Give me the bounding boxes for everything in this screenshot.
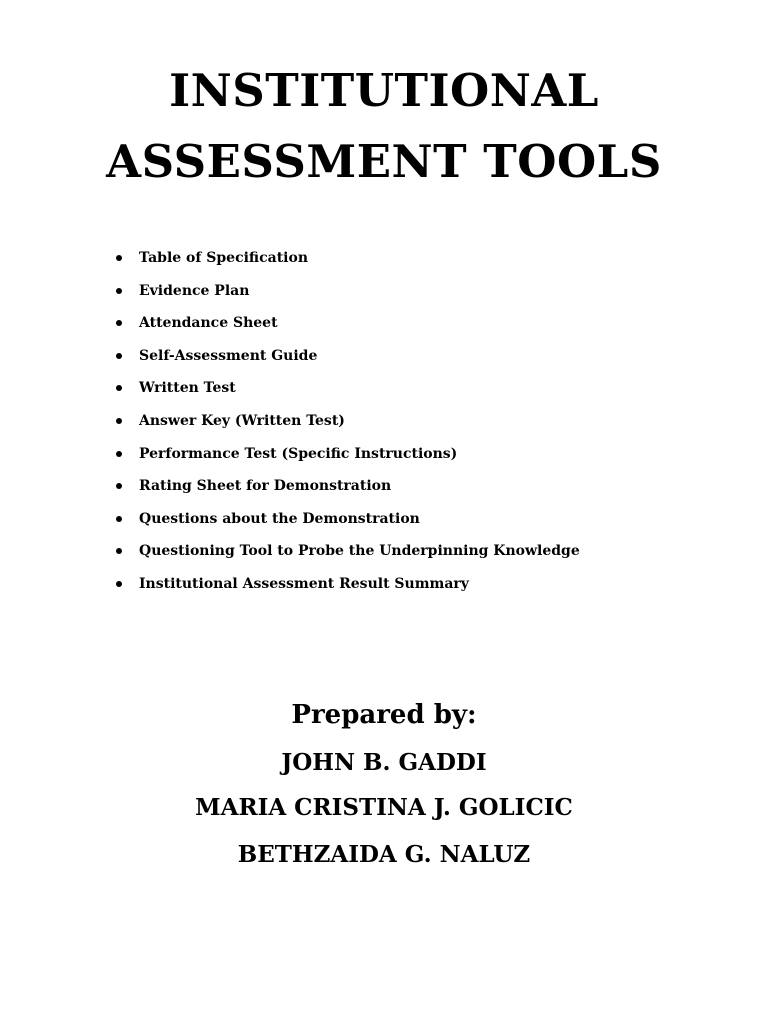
bullet-icon (116, 451, 122, 457)
list-item-text: Answer Key (Written Test) (139, 412, 345, 429)
bullet-icon (116, 255, 122, 261)
author-name: BETHZAIDA G. NALUZ (237, 841, 531, 868)
list-item-text: Institutional Assessment Result Summary (139, 575, 469, 592)
title-line-2: ASSESSMENT TOOLS (106, 135, 662, 188)
bullet-icon (116, 385, 122, 391)
author-name: MARIA CRISTINA J. GOLICIC (195, 794, 573, 821)
bullet-icon (116, 516, 122, 522)
list-item-text: Rating Sheet for Demonstration (139, 478, 392, 495)
list-item-text: Written Test (139, 380, 236, 397)
list-item (114, 246, 580, 279)
list-item (114, 507, 580, 540)
list-item (114, 344, 580, 377)
list-item (114, 279, 580, 312)
list-item-text: Self-Assessment Guide (139, 347, 318, 364)
bullet-icon (116, 418, 122, 424)
list-item (114, 311, 580, 344)
title-line-1: INSTITUTIONAL (169, 64, 599, 117)
list-item (114, 572, 580, 605)
list-item-text: Performance Test (Specific Instructions) (139, 445, 458, 462)
list-item (114, 409, 580, 442)
bullet-icon (116, 288, 122, 294)
bullet-icon (116, 483, 122, 489)
list-item-text: Questioning Tool to Probe the Underpinning Knowledge (139, 543, 580, 560)
prepared-by-label: Prepared by: (291, 700, 477, 730)
list-item-text: Table of Specification (139, 250, 308, 266)
tools-list (114, 246, 580, 605)
bullet-icon (116, 320, 122, 326)
author-name: JOHN B. GADDI (281, 749, 487, 776)
list-item-text: Questions about the Demonstration (139, 510, 420, 527)
list-item (114, 474, 580, 507)
bullet-icon (116, 548, 122, 554)
list-item (114, 539, 580, 572)
list-item (114, 376, 580, 409)
list-item (114, 442, 580, 475)
list-item-text: Attendance Sheet (139, 315, 278, 332)
bullet-icon (116, 353, 122, 359)
list-item-text: Evidence Plan (139, 282, 250, 299)
bullet-icon (116, 581, 122, 587)
